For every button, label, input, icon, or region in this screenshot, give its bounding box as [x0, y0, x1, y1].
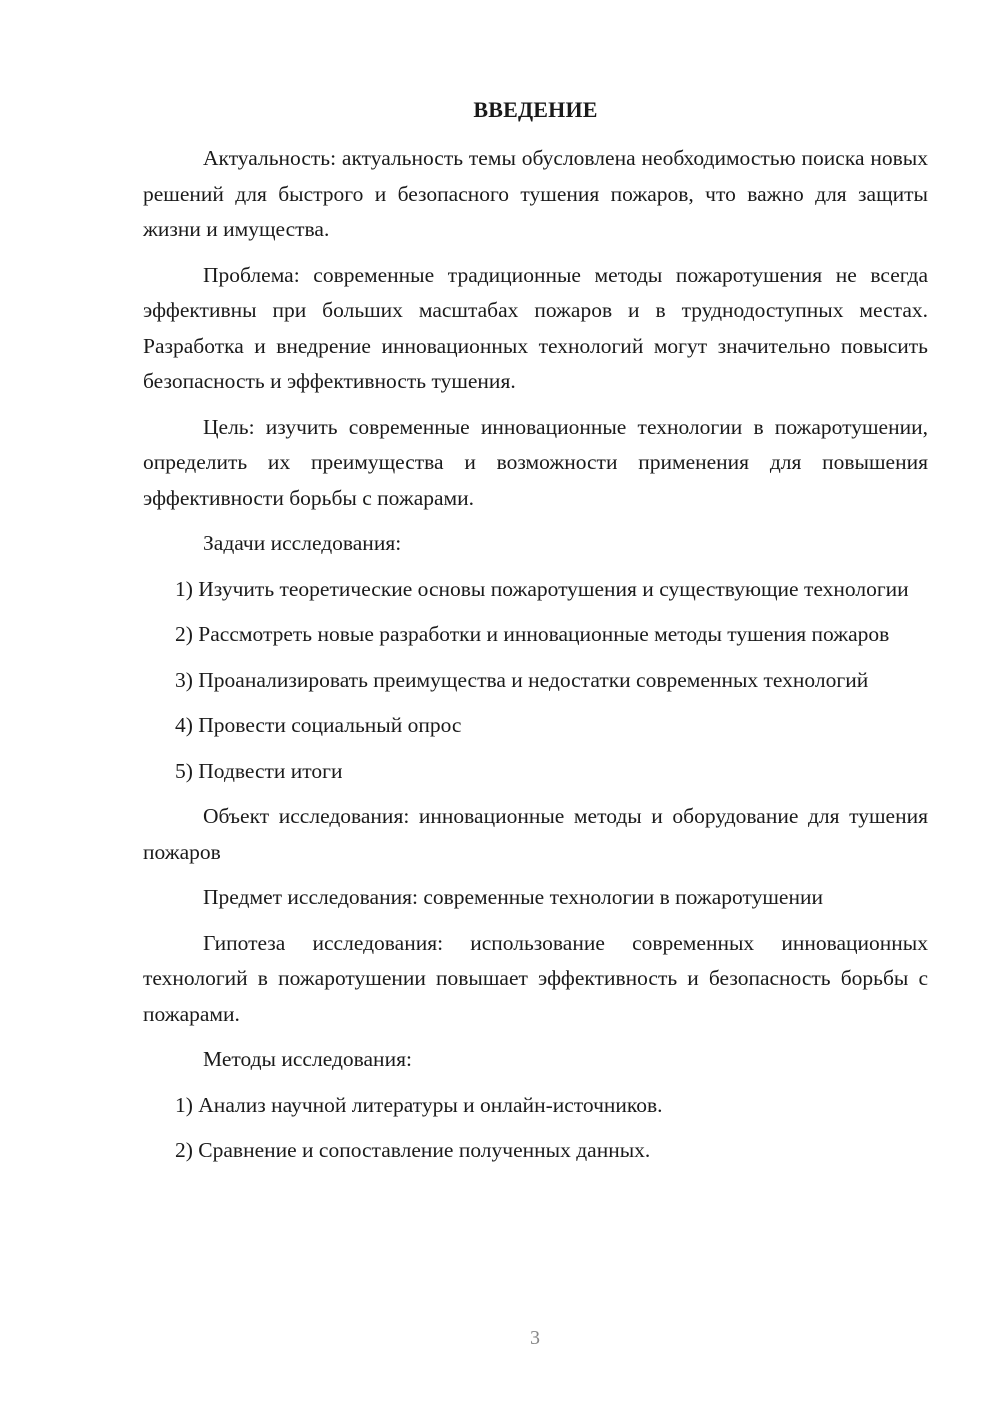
page-number: 3 [530, 1327, 540, 1349]
document-page [143, 92, 928, 1169]
page-title: ВВЕДЕНИЕ [473, 97, 598, 122]
subject-paragraph: Предмет исследования: современные технологии в пожаротушении [203, 885, 823, 909]
methods-heading: Методы исследования: [203, 1047, 412, 1071]
task-item-5: 5) Подвести итоги [175, 758, 343, 783]
method-item-1: 1) Анализ научной литературы и онлайн-источников. [175, 1092, 663, 1117]
relevance-paragraph: Актуальность: актуальность темы обусловлена необходимостью поиска новых решений для быстрого и безопасного тушения пожаров, что важно для защиты жизни и имущества. [143, 146, 928, 241]
hypothesis-paragraph: Гипотеза исследования: использование современных инновационных технологий в пожаротушении повышает эффективность и безопасность борьбы с пожарами. [143, 930, 928, 1026]
task-item-4: 4) Провести социальный опрос [175, 713, 462, 737]
task-item-2: 2) Рассмотреть новые разработки и инновационные методы тушения пожаров [175, 622, 890, 646]
problem-paragraph: Проблема: современные традиционные методы пожаротушения не всегда эффективны при больших масштабах пожаров и в труднодоступных местах. Разработка и внедрение инновационных технологий могут значительно повысить безопасность и эффективность тушения. [143, 262, 928, 393]
task-item-3: 3) Проанализировать преимущества и недостатки современных технологий [175, 667, 869, 692]
tasks-heading: Задачи исследования: [203, 531, 402, 555]
object-paragraph: Объект исследования: инновационные методы и оборудование для тушения пожаров [143, 804, 928, 864]
method-item-2: 2) Сравнение и сопоставление полученных данных. [175, 1138, 651, 1162]
task-item-1: 1) Изучить теоретические основы пожаротушения и существующие технологии [175, 576, 909, 601]
goal-paragraph: Цель: изучить современные инновационные технологии в пожаротушении, определить их преимущества и возможности применения для повышения эффективности борьбы с пожарами. [143, 414, 928, 510]
